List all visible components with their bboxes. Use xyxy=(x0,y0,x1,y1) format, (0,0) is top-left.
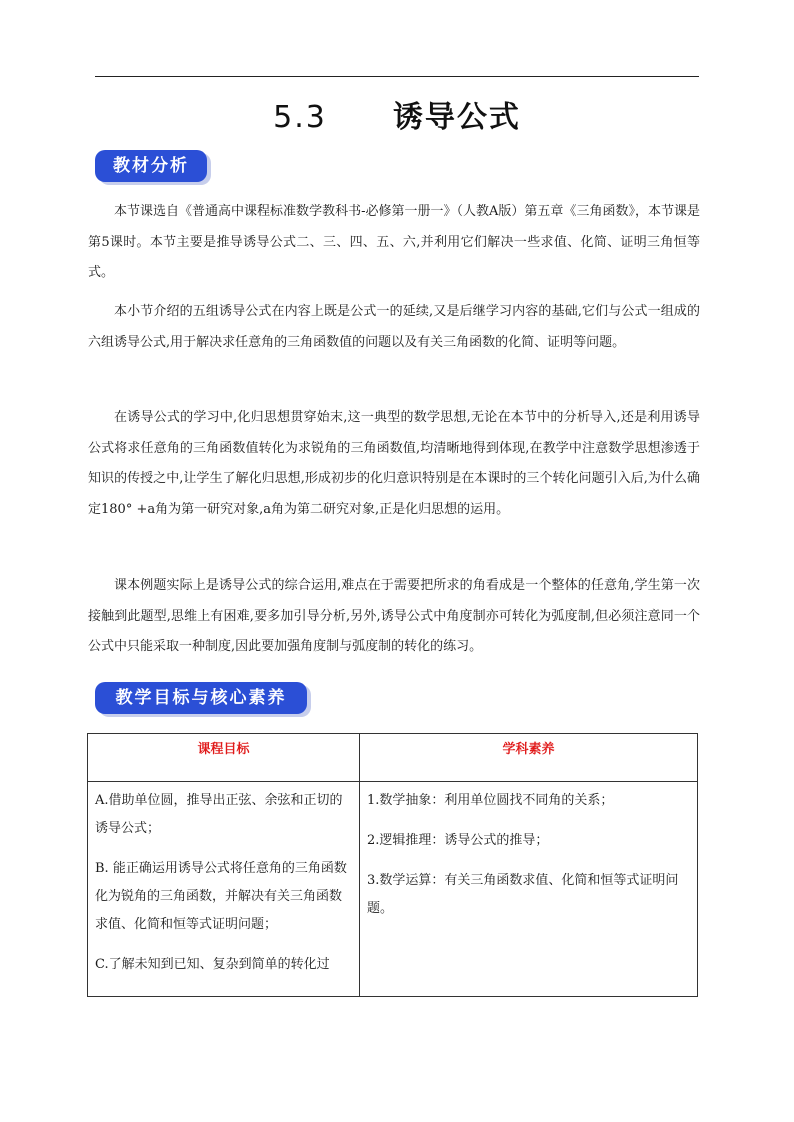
goals-badge-label: 教学目标与核心素养 xyxy=(115,688,287,708)
page-title xyxy=(0,92,794,136)
literacy-2: 2.逻辑推理：诱导公式的推导； xyxy=(367,833,549,848)
goal-a: A.借助单位圆，推导出正弦、余弦和正切的诱导公式； xyxy=(95,793,343,836)
table-header-row xyxy=(88,734,698,782)
section-title: 诱导公式 xyxy=(392,100,521,135)
paragraph-3: 在诱导公式的学习中,化归思想贯穿始末,这一典型的数学思想,无论在本节中的分析导入,还是利用诱导公式将求任意角的三角函数值转化为求锐角的三角函数值,均清晰地得到体现,在教学中注意数学思想渗透于知识的传授之中,让学生了解化归思想,形成初步的化归意识特别是在本课时的三个转化问题引入后,为什么确定180° +a角为第一研究对象,a角为第二研究对象,正是化归思想的运用。 xyxy=(88,410,700,517)
paragraph-1: 本节课选自《普通高中课程标准数学教科书-必修第一册一》（人教A版）第五章《三角函数》，本节课是第5课时。本节主要是推导诱导公式二、三、四、五、六,并利用它们解决一些求值、化简、证明三角恒等式。 xyxy=(88,204,700,280)
analysis-section-badge xyxy=(95,150,207,182)
header-course-goals: 课程目标 xyxy=(88,734,360,782)
goal-b: B. 能正确运用诱导公式将任意角的三角函数化为锐角的三角函数，并解决有关三角函数求值、化简和恒等式证明问题； xyxy=(95,861,347,932)
header-subject-literacy: 学科素养 xyxy=(360,734,698,782)
header-rule xyxy=(95,76,699,77)
goal-c: C.了解未知到已知、复杂到简单的转化过 xyxy=(95,957,330,972)
paragraph-4: 课本例题实际上是诱导公式的综合运用,难点在于需要把所求的角看成是一个整体的任意角,学生第一次接触到此题型,思维上有困难,要多加引导分析,另外,诱导公式中角度制亦可转化为弧度制,但必须注意同一个公式中只能采取一种制度,因此要加强角度制与弧度制的转化的练习。 xyxy=(88,578,700,654)
literacy-cell xyxy=(360,782,698,997)
goals-section-badge xyxy=(95,682,307,714)
analysis-badge-label: 教材分析 xyxy=(113,156,189,176)
table-row xyxy=(88,782,698,997)
section-number: 5.3 xyxy=(273,100,327,135)
paragraph-2: 本小节介绍的五组诱导公式在内容上既是公式一的延续,又是后继学习内容的基础,它们与公式一组成的六组诱导公式,用于解决求任意角的三角函数值的问题以及有关三角函数的化简、证明等问题。 xyxy=(88,304,700,350)
goals-cell xyxy=(88,782,360,997)
literacy-3: 3.数学运算：有关三角函数求值、化简和恒等式证明问题。 xyxy=(367,873,679,916)
literacy-1: 1.数学抽象：利用单位圆找不同角的关系； xyxy=(367,793,614,808)
goals-table xyxy=(87,733,698,997)
